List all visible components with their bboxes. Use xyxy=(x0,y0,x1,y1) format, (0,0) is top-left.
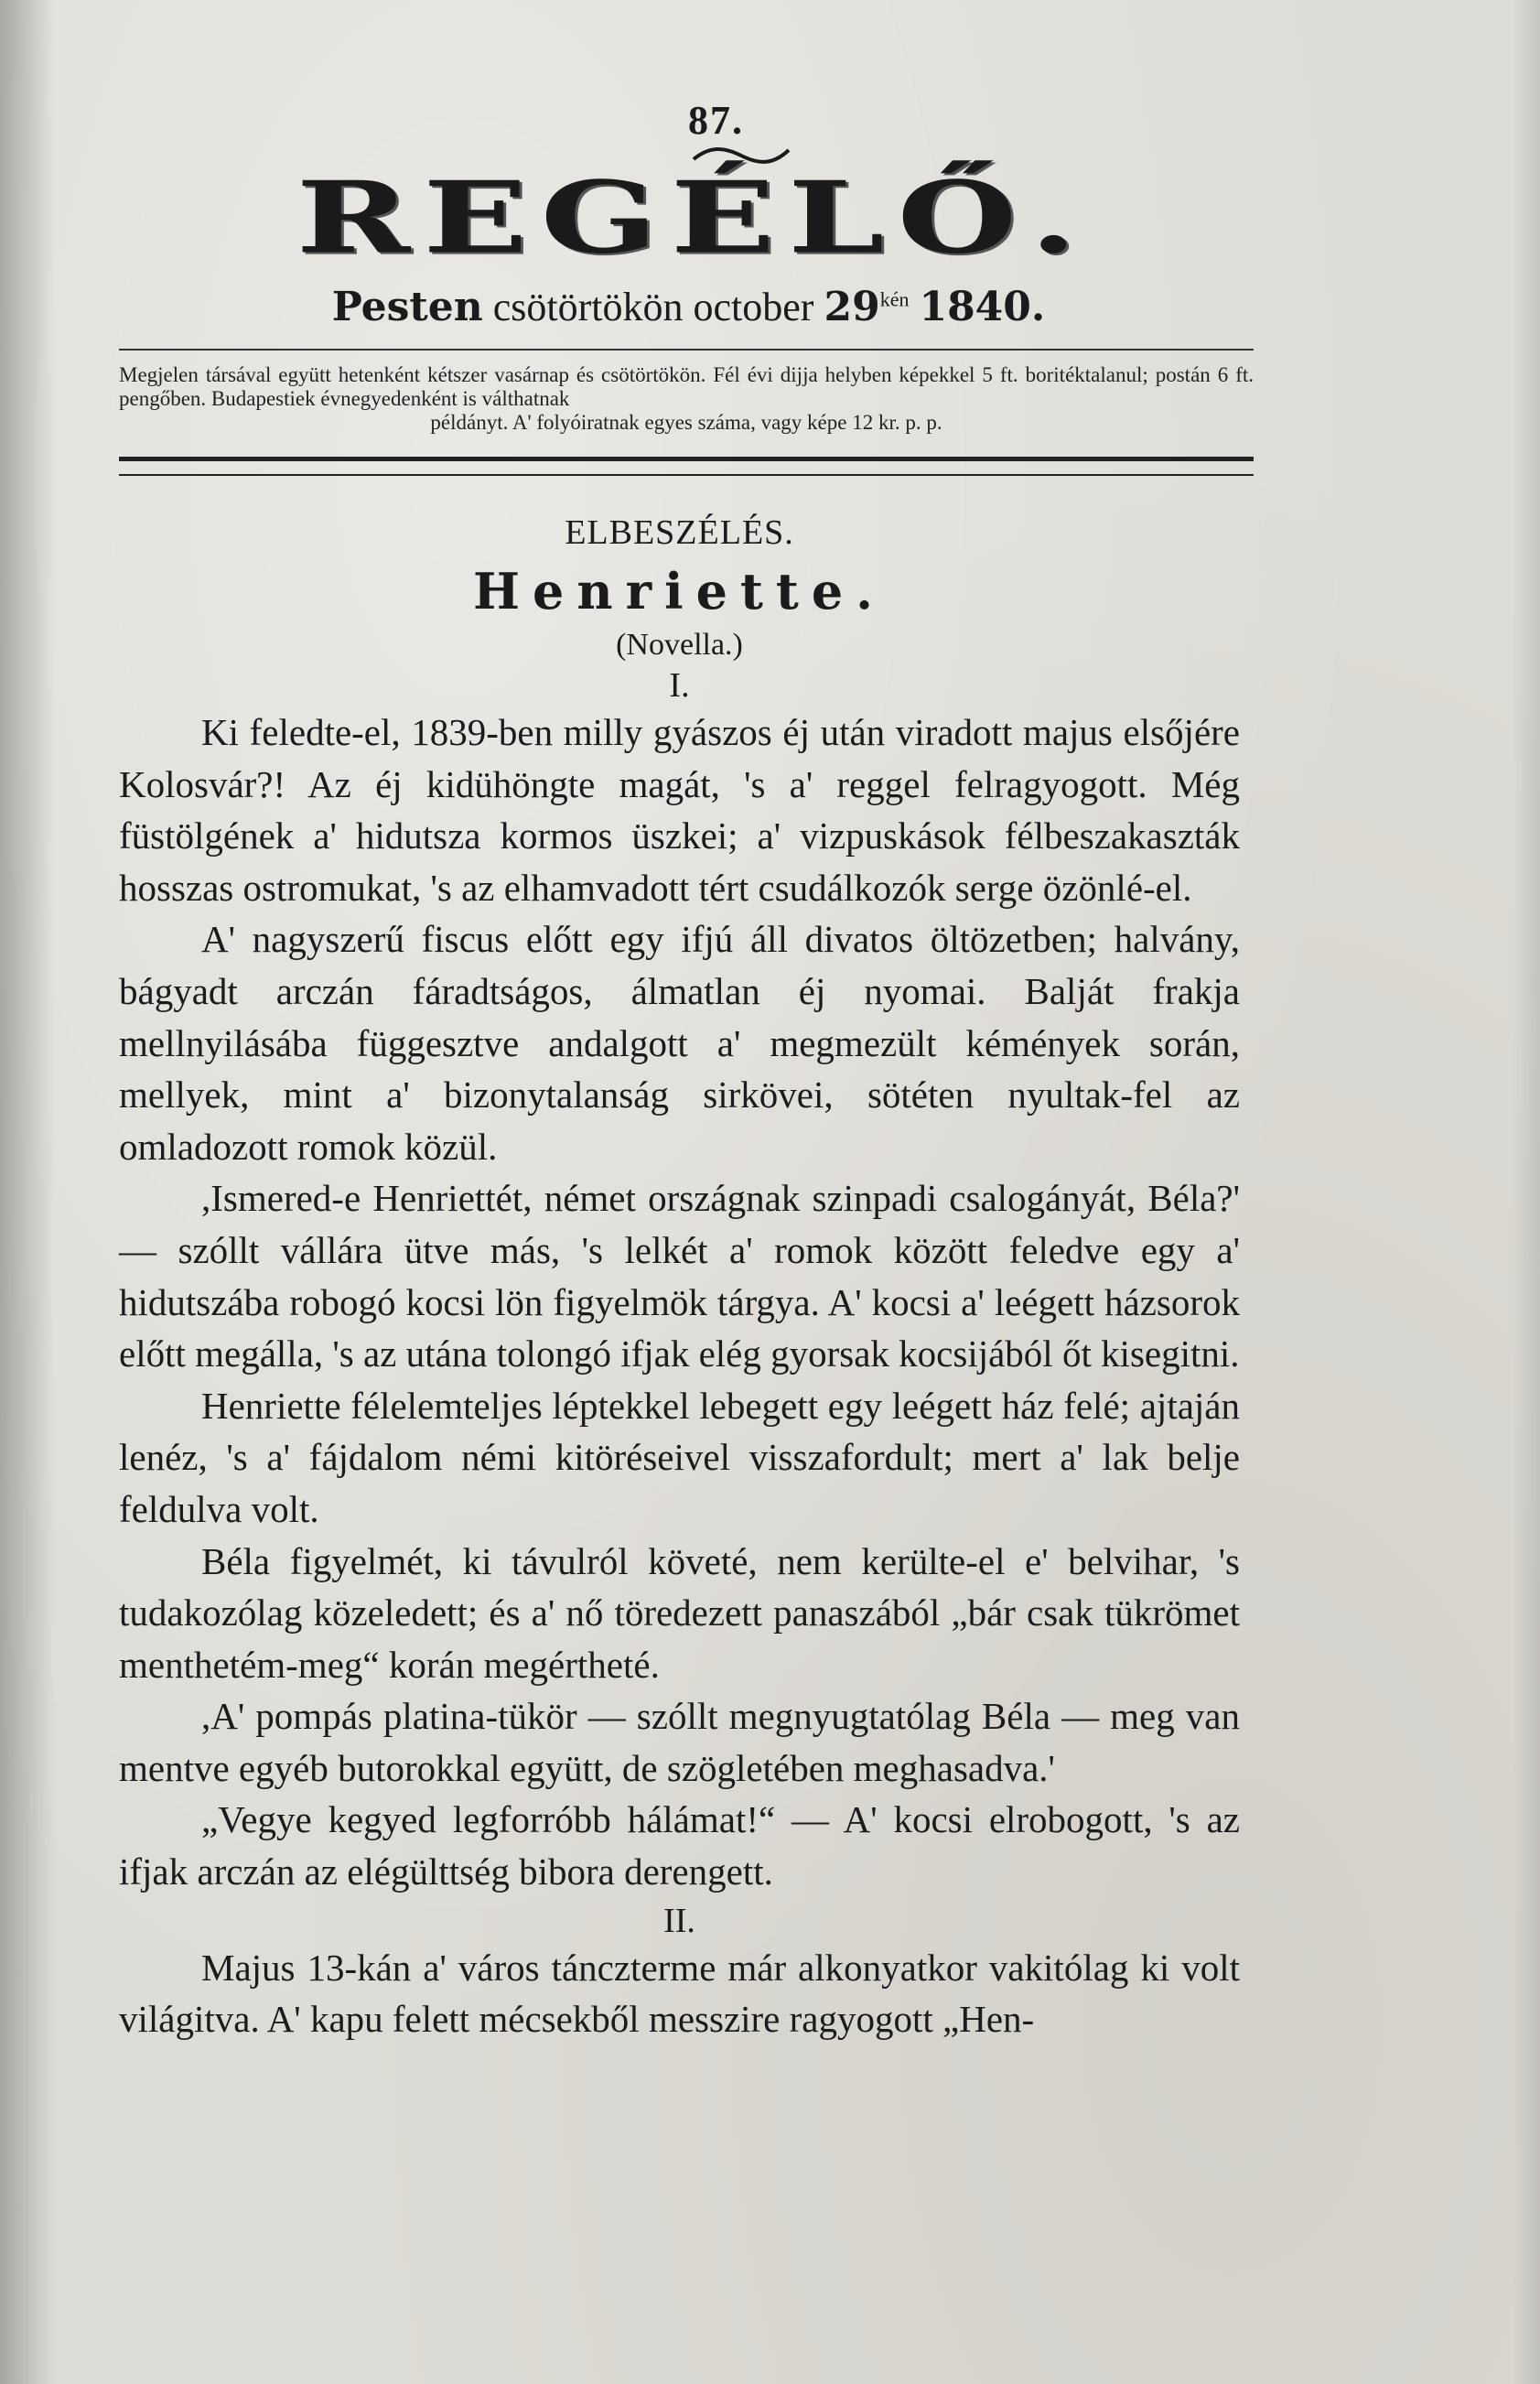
dateline-year: 1840. xyxy=(919,284,1046,330)
body-paragraph: ,Ismered-e Henriettét, német országnak szinpadi csalogányát, Béla?' — szóllt vállára ütve más, 's lelkét a' romok között feledve egy a' hidutszába robogó kocsi lön figyelmök tárgya. A' kocsi a' leégett házsorok előtt megálla, 's az utána tolongó ifjak elég gyorsak kocsijából őt kisegitni. xyxy=(119,1177,1240,1375)
issue-number: 87. xyxy=(688,98,744,143)
dateline xyxy=(137,284,1240,330)
binding-shadow xyxy=(0,0,55,2384)
notice-line: Megjelen társával együtt hetenként kétszer vasárnap és csötörtökön. Fél évi dijja helyben xyxy=(119,363,892,386)
notice-line: példányt. A' folyóiratnak egyes száma, vagy képe 12 kr. p. p. xyxy=(430,411,942,434)
body-paragraph: Henriette félelemteljes léptekkel lebegett egy leégett ház felé; ajtaján lenéz, 's a' fájdalom némi kitöréseivel visszafordult; mert a' lak belje feldulva volt. xyxy=(119,1384,1240,1530)
page-edge xyxy=(1513,0,1540,2384)
dateline-day-suffix: kén xyxy=(879,287,910,311)
notice-line: képekkel 5 ft. boritéktalanul; postán 6 ft. pengőben. Budapestiek évnegyedenként is válthatnak xyxy=(119,363,1255,410)
story-subtitle: (Novella.) xyxy=(616,628,743,662)
body-paragraph: A' nagyszerű fiscus előtt egy ifjú áll divatos öltözetben; halvány, bágyadt arczán fáradtságos, álmatlan éj nyomai. Balját frakja mellnyilásába függesztve andalgott a' megmezült kémények során, mellyek, mint a' bizonytalanság sirkövei, sötéten nyultak-fel az omladozott romok közül. xyxy=(119,918,1240,1168)
body-paragraph: Ki feledte-el, 1839-ben milly gyászos éj után viradott majus elsőjére Kolosvár?! Az éj kidühöngte magát, 's a' reggel felragyogott. Még füstölgének a' hidutsza kormos üszkei; a' vizpuskások félbeszakaszták hosszas ostromukat, 's az elhamvadott tért csudálkozók serge özönlé-el. xyxy=(119,711,1240,909)
section-heading: ELBESZÉLÉS. xyxy=(565,513,794,552)
dateline-day: 29 xyxy=(824,284,880,330)
masthead-title: REGÉLŐ. xyxy=(296,159,1091,276)
body-paragraph: „Vegye kegyed legforróbb hálámat!“ — A' kocsi elrobogott, 's az ifjak arczán az elégülttség bibora derengett. xyxy=(119,1798,1240,1893)
dateline-place: Pesten xyxy=(331,284,483,330)
chapter-heading: II. xyxy=(663,1901,695,1940)
dateline-weekday-month: csötörtökön october xyxy=(492,285,814,329)
body-paragraph: Béla figyelmét, ki távulról követé, nem kerülte-el e' belvihar, 's tudakozólag közeledett; és a' nő töredezett panaszából „bár csak tükrömet menthetém-meg“ korán megértheté. xyxy=(119,1539,1240,1686)
body-paragraph: ,A' pompás platina-tükör — szóllt megnyugtatólag Béla — meg van mentve egyéb butorokkal együtt, de szögletében meghasadva.' xyxy=(119,1695,1240,1789)
story-title: Henriette. xyxy=(472,562,886,620)
body-paragraph: Majus 13-kán a' város tánczterme már alkonyatkor vakitólag ki volt világitva. A' kapu felett mécsekből messzire ragyogott „Hen- xyxy=(119,1946,1240,2041)
header-divider xyxy=(119,349,1254,351)
double-rule-divider xyxy=(119,457,1254,476)
chapter-heading: I. xyxy=(669,666,690,705)
subscription-notice xyxy=(119,363,1254,435)
page-content xyxy=(119,98,1255,2045)
